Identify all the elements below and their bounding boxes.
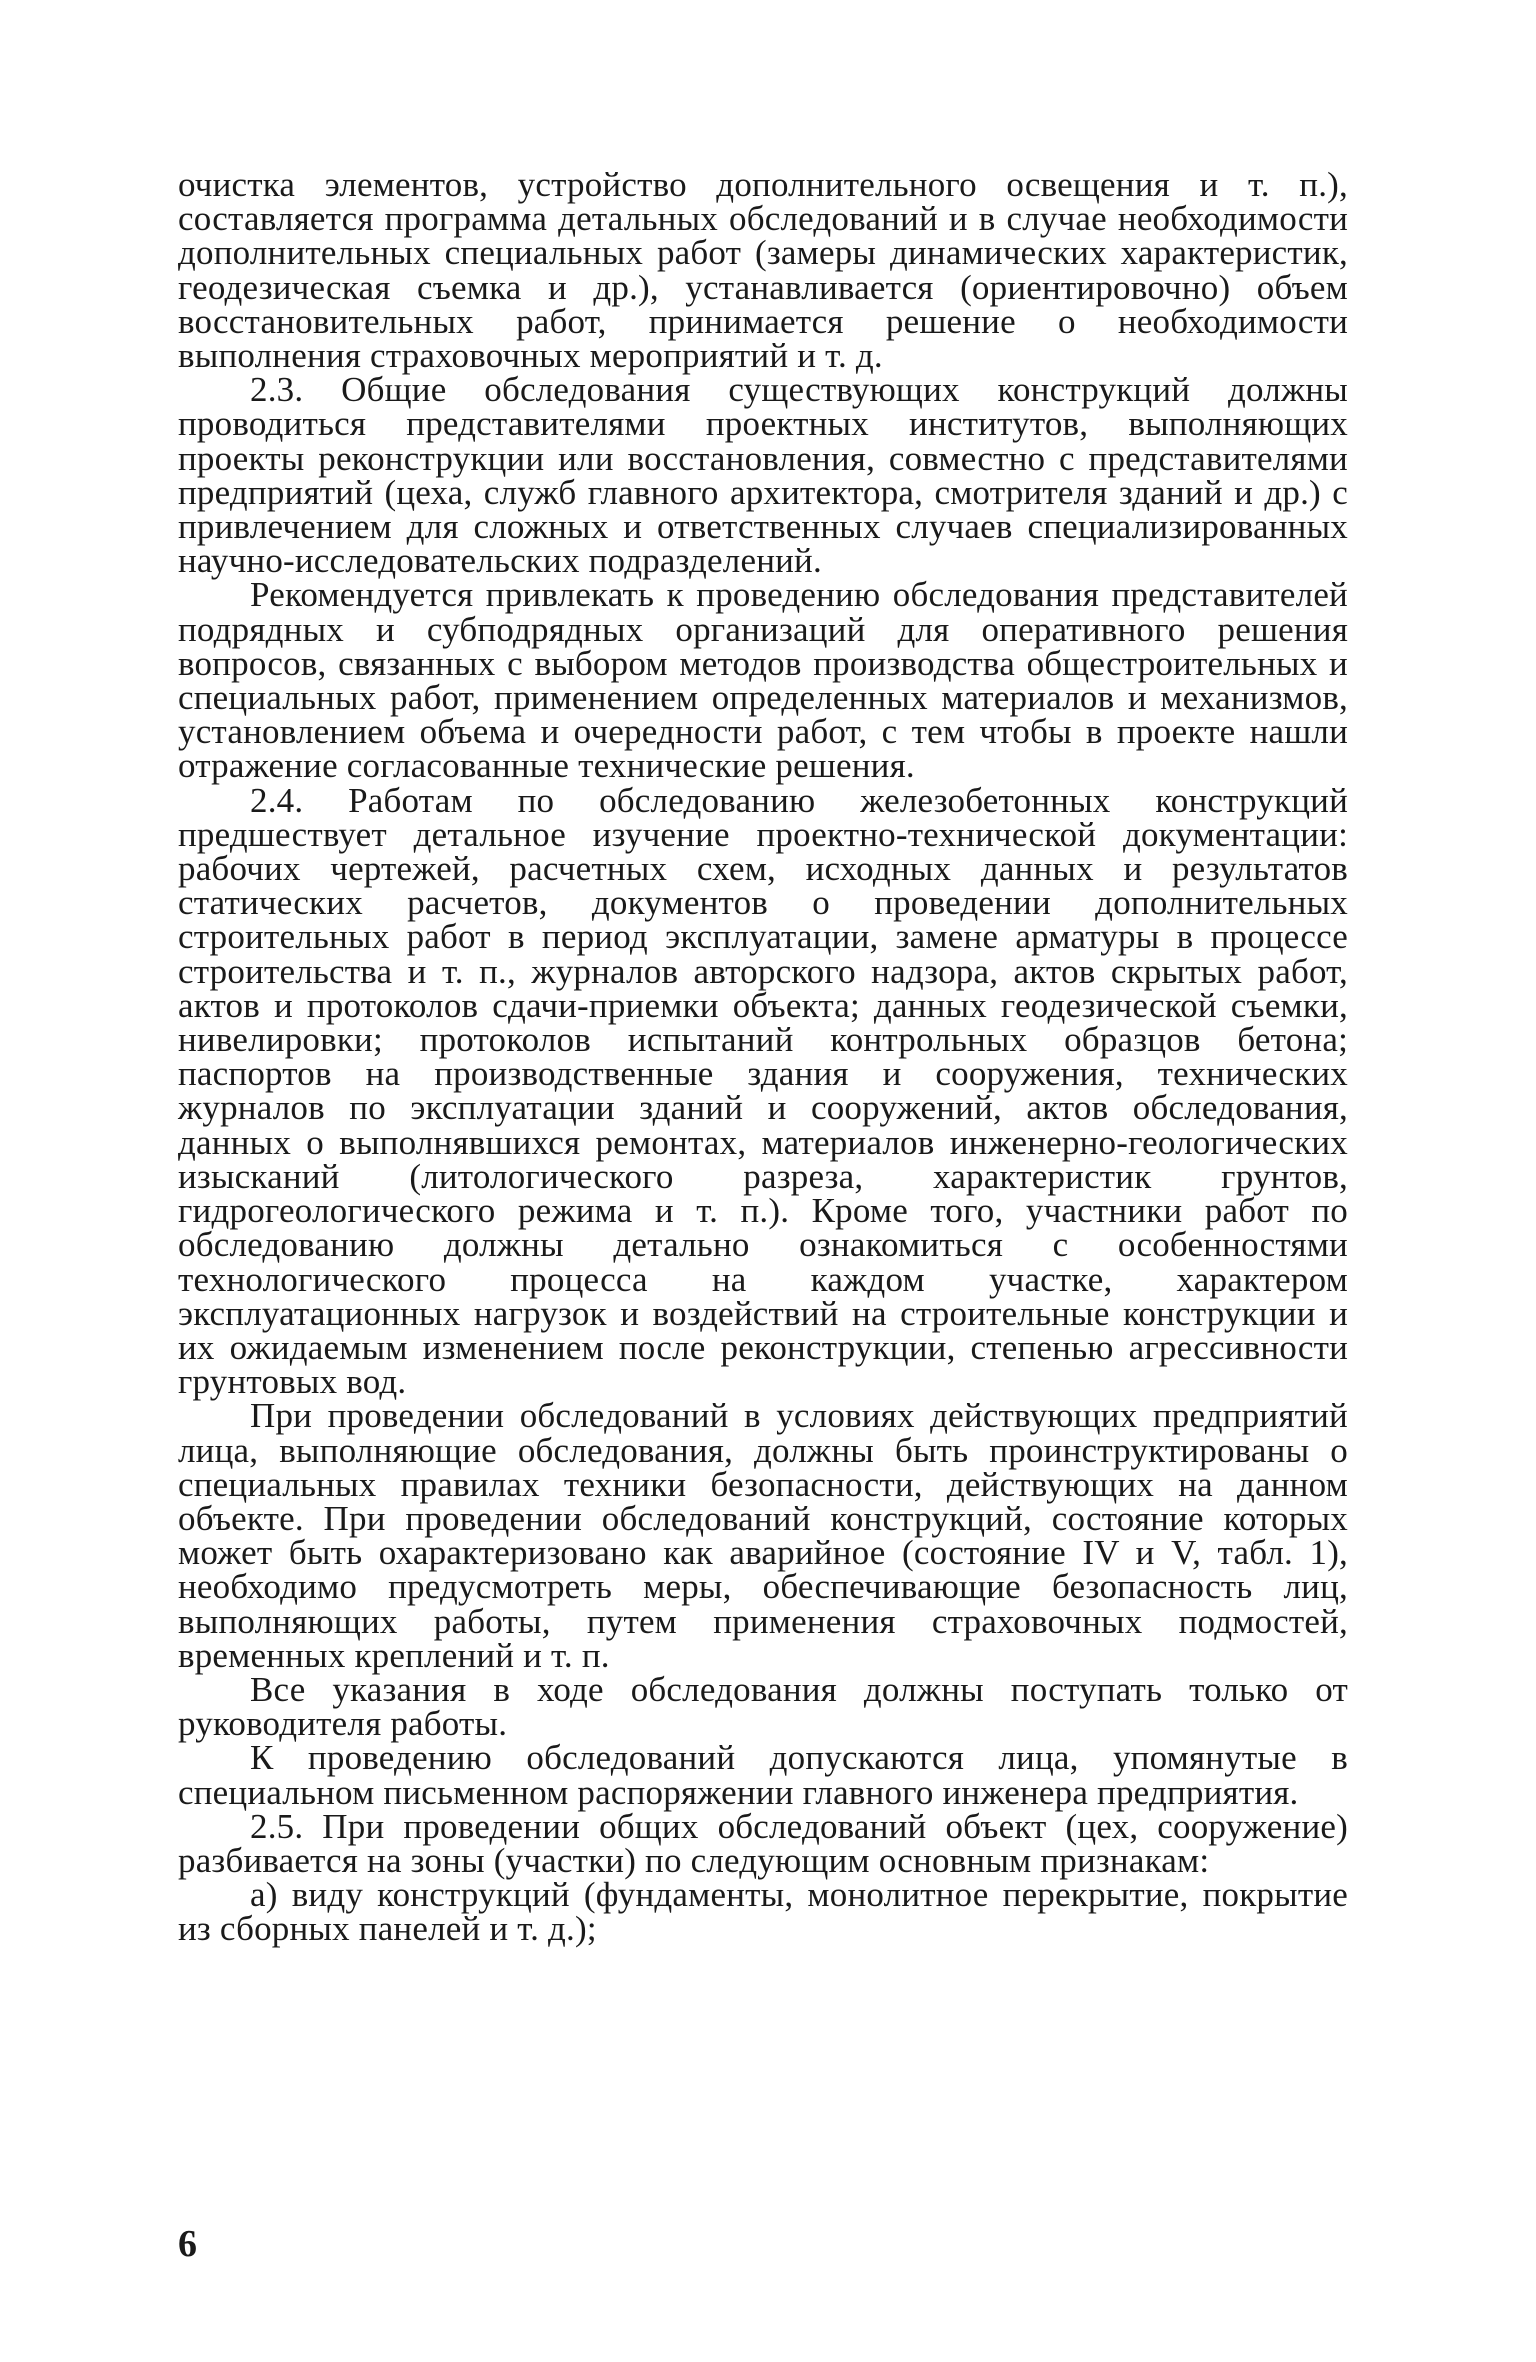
paragraph-2-3: 2.3. Общие обследования существующих конструкций должны проводиться представителями проектных институтов, выполняющих проекты реконструкции или восстановления, совместно с представителями предприятий (цеха, служб главного архитектора, смотрителя зданий и др.) с привлечением для сложных и ответственных случаев специализированных научно-исследовательских подразделений.	[178, 370, 1348, 581]
paragraph-admission: К проведению обследований допускаются лица, упомянутые в специальном письменном распоряжении главного инженера предприятия.	[178, 1738, 1348, 1812]
paragraph-2-5: 2.5. При проведении общих обследований объект (цех, сооружение) разбивается на зоны (участки) по следующим основным признакам:	[178, 1806, 1348, 1880]
paragraph-2-4: 2.4. Работам по обследованию железобетонных конструкций предшествует детальное изучение проектно-технической документации: рабочих чертежей, расчетных схем, исходных данных и результатов статических расчетов, документов о проведении дополнительных строительных работ в период эксплуатации, замене арматуры в процессе строительства и т. п., журналов авторского надзора, актов скрытых работ, актов и протоколов сдачи-приемки объекта; данных геодезической съемки, нивелировки; протоколов испытаний контрольных образцов бетона; паспортов на производственные здания и сооружения, технических журналов по эксплуатации зданий и сооружений, актов обследования, данных о выполнявшихся ремонтах, материалов инженерно-геологических изысканий (литологического разреза, характеристик грунтов, гидрогеологического режима и т. п.). Кроме того, участники работ по обследованию должны детально ознакомиться с особенностями технологического процесса на каждом участке, характером эксплуатационных нагрузок и воздействий на строительные конструкции и их ожидаемым изменением после реконструкции, степенью агрессивности грунтовых вод.	[178, 780, 1348, 1402]
page-body	[178, 165, 1348, 1949]
page-number: 6	[178, 2223, 197, 2265]
paragraph-continuation: очистка элементов, устройство дополнительного освещения и т. п.), составляется программа детальных обследований и в случае необходимости дополнительных специальных работ (замеры динамических характеристик, геодезическая съемка и др.), устанавливается (ориентировочно) объем восстановительных работ, принимается решение о необходимости выполнения страховочных мероприятий и т. д.	[178, 165, 1348, 376]
paragraph-recommendation: Рекомендуется привлекать к проведению обследования представителей подрядных и субподрядных организаций для оперативного решения вопросов, связанных с выбором методов производства общестроительных и специальных работ, применением определенных материалов и механизмов, установлением объема и очередности работ, с тем чтобы в проекте нашли отражение согласованные технические решения.	[178, 575, 1348, 786]
paragraph-instructions: Все указания в ходе обследования должны поступать только от руководителя работы.	[178, 1669, 1348, 1744]
paragraph-safety: При проведении обследований в условиях действующих предприятий лица, выполняющие обследования, должны быть проинструктированы о специальных правилах техники безопасности, действующих на данном объекте. При проведении обследований конструкций, состояние которых может быть охарактеризовано как аварийное (состояние IV и V, табл. 1), необходимо предусмотреть меры, обеспечивающие безопасность лиц, выполняющих работы, путем применения страховочных подмостей, временных креплений и т. п.	[178, 1396, 1348, 1675]
list-item-a: а) виду конструкций (фундаменты, монолитное перекрытие, покрытие из сборных панелей и т. д.);	[178, 1875, 1348, 1949]
